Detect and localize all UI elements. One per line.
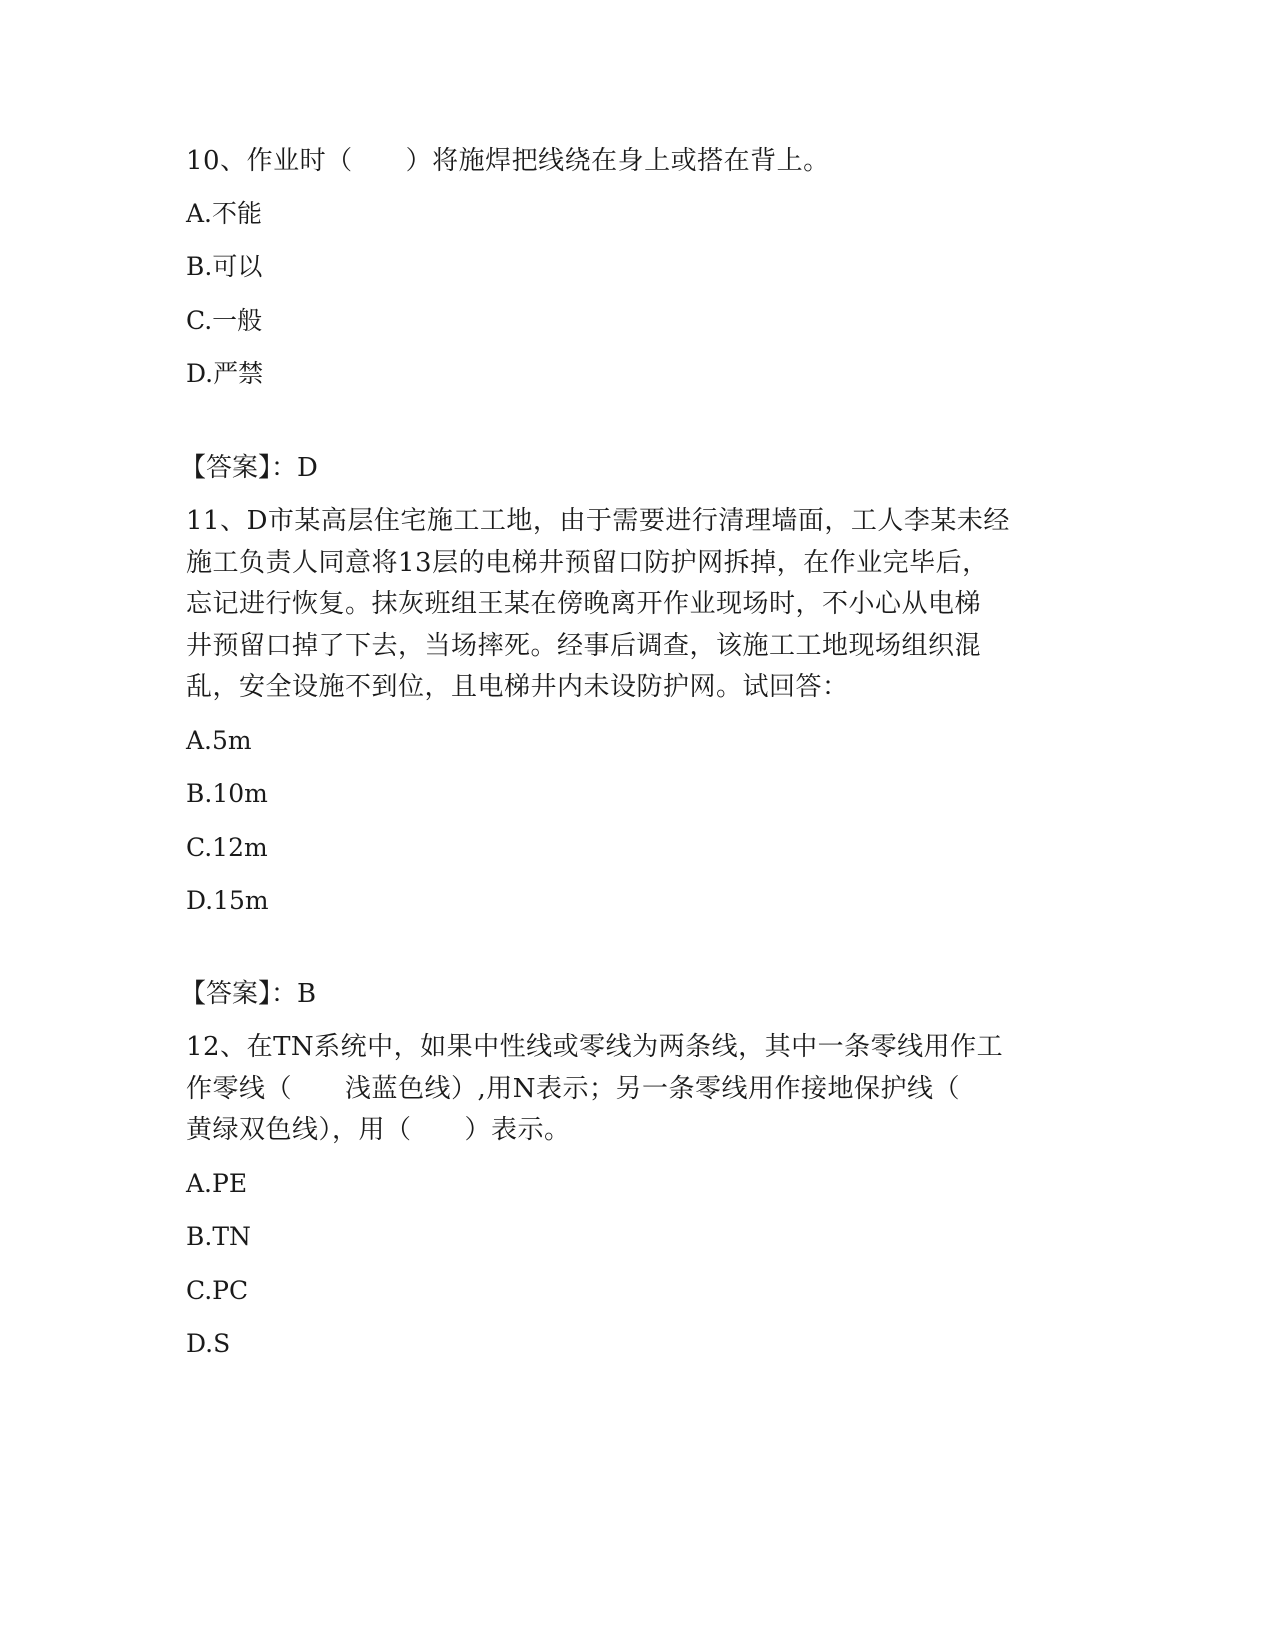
question-10-option-a: A.不能 xyxy=(186,199,263,228)
question-11-stem-line: 忘记进行恢复。抹灰班组王某在傍晚离开作业现场时，不小心从电梯 xyxy=(186,589,982,619)
question-10-option-b: B.可以 xyxy=(186,252,263,281)
question-11-stem-line: 乱，安全设施不到位，且电梯井内未设防护网。试回答： xyxy=(186,672,849,702)
question-10-stem: 10、作业时（ ）将施焊把线绕在身上或搭在背上。 xyxy=(186,146,830,176)
question-11-stem-line: 11、D市某高层住宅施工工地，由于需要进行清理墙面，工人李某未经 xyxy=(186,506,1010,536)
question-11-stem-line: 井预留口掉了下去，当场摔死。经事后调查，该施工工地现场组织混 xyxy=(186,631,982,661)
question-11-answer: 【答案】：B xyxy=(180,979,317,1009)
question-11-stem-line: 施工负责人同意将13层的电梯井预留口防护网拆掉，在作业完毕后， xyxy=(186,548,989,578)
question-10-option-c: C.一般 xyxy=(186,306,263,335)
question-12-option-b: B.TN xyxy=(186,1222,251,1251)
question-12-stem-line: 作零线（ 浅蓝色线）,用N表示；另一条零线用作接地保护线（ xyxy=(186,1074,961,1104)
question-12-option-c: C.PC xyxy=(186,1276,249,1305)
question-12-option-a: A.PE xyxy=(186,1169,248,1198)
question-12-stem-line: 黄绿双色线），用（ ）表示。 xyxy=(186,1115,571,1145)
question-12-stem-line: 12、在TN系统中，如果中性线或零线为两条线，其中一条零线用作工 xyxy=(186,1032,1004,1062)
question-11-option-d: D.15m xyxy=(186,886,269,915)
question-11-option-b: B.10m xyxy=(186,779,268,808)
question-11-option-a: A.5m xyxy=(186,726,252,755)
question-10-answer: 【答案】：D xyxy=(180,453,318,483)
question-11-option-c: C.12m xyxy=(186,833,268,862)
question-10-option-d: D.严禁 xyxy=(186,359,264,388)
question-12-option-d: D.S xyxy=(186,1329,231,1358)
